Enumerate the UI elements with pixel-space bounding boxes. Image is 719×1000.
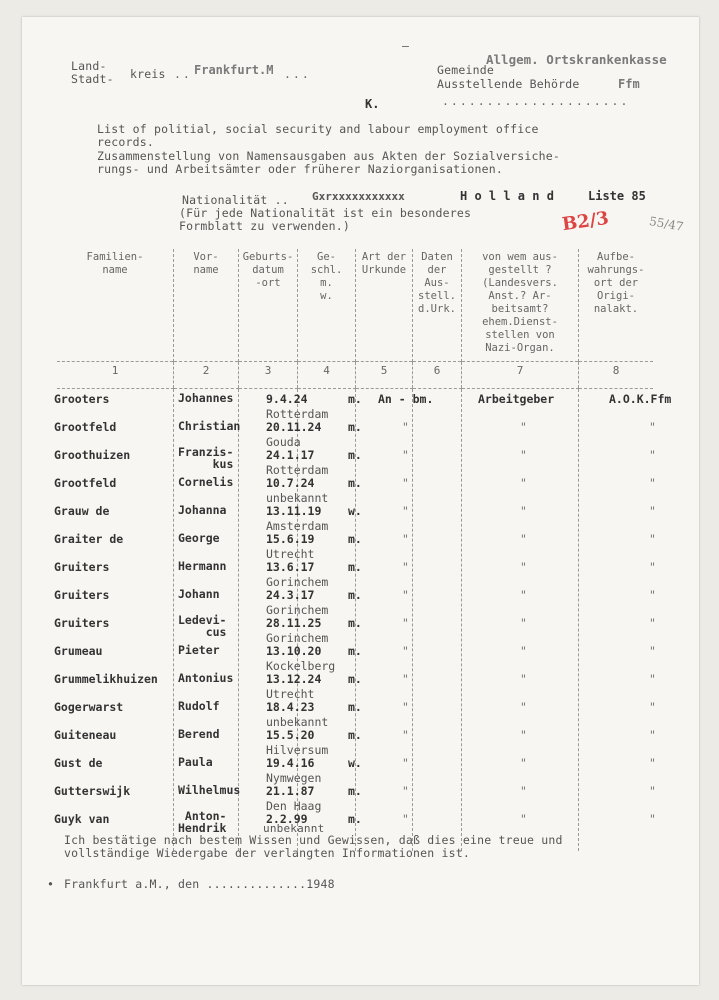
land-stadt-label: Land- Stadt- (71, 59, 114, 86)
kreis-dots-end: ... (284, 67, 311, 81)
document-type-cell: " (402, 560, 409, 574)
bullet-mark: • (47, 877, 55, 891)
storage-location-cell: " (649, 448, 656, 462)
document-type-cell: " (402, 700, 409, 714)
document-type-cell: " (402, 476, 409, 490)
issued-by-cell: " (520, 700, 527, 714)
document-type-cell: " (402, 784, 409, 798)
storage-location-cell: " (649, 616, 656, 630)
given-name-cell: Rudolf (178, 699, 220, 713)
family-name-cell: Graiter de (54, 532, 124, 546)
table-row (22, 715, 699, 756)
table-row (22, 547, 699, 588)
document-type-cell: " (402, 616, 409, 630)
header-geburtsdatum: Geburts- datum -ort (239, 249, 298, 362)
birth-place-cell: Den Haag (266, 799, 322, 813)
given-name-cell: Berend (178, 727, 220, 741)
birth-place-cell: Rotterdam (266, 407, 329, 421)
header-vorname: Vor- name (174, 249, 239, 362)
given-name-cell: Ledevi- cus (178, 613, 227, 639)
issued-by-cell: " (520, 644, 527, 658)
storage-location-cell: " (649, 756, 656, 770)
birth-date-cell: 24.3.17 (266, 588, 315, 602)
certification-statement: Ich bestätige nach bestem Wissen und Gewissen, daß dies eine treue und vollständige Wiedergabe der verlangten Informationen ist. (64, 833, 563, 860)
issued-by-cell: " (520, 448, 527, 462)
document-page (22, 17, 699, 985)
document-type-cell: " (402, 588, 409, 602)
birth-date-cell: 21.1.87 (266, 784, 315, 798)
family-name-cell: Gogerwarst (54, 700, 124, 714)
red-handwritten-mark: B2/3 (560, 207, 611, 236)
storage-location-cell: " (649, 560, 656, 574)
sex-cell: m. (348, 532, 362, 546)
family-name-cell: Guiteneau (54, 728, 117, 742)
family-name-cell: Gutterswijk (54, 784, 131, 798)
given-name-cell: Wilhelmus (178, 783, 241, 797)
given-name-cell: Antonius (178, 671, 234, 685)
k-letter: K. (365, 97, 380, 111)
storage-location-cell: A.O.K.Ffm (609, 392, 672, 406)
table-row (22, 519, 699, 560)
table-row (22, 631, 699, 672)
sex-cell: m. (348, 728, 362, 742)
birth-date-cell: 28.11.25 (266, 616, 322, 630)
storage-location-cell: " (649, 728, 656, 742)
storage-location-cell: " (649, 672, 656, 686)
given-name-cell: Anton- Hendrik (178, 809, 227, 835)
document-type-cell: " (402, 728, 409, 742)
birth-place-cell: Hilversum (266, 743, 329, 757)
table-row (22, 407, 699, 448)
family-name-cell: Grootfeld (54, 476, 117, 490)
given-name-cell: Johannes (178, 391, 234, 405)
document-type-cell: " (402, 644, 409, 658)
birth-place-cell: Gorinchem (266, 603, 329, 617)
family-name-cell: Grumeau (54, 644, 103, 658)
family-name-cell: Groothuizen (54, 448, 131, 462)
sex-cell: m. (348, 560, 362, 574)
storage-location-cell: " (649, 700, 656, 714)
storage-location-cell: " (649, 644, 656, 658)
document-type-cell: " (402, 448, 409, 462)
table-header-row (57, 249, 653, 362)
issued-by-cell: " (520, 560, 527, 574)
document-type-cell: " (402, 504, 409, 518)
document-type-cell: An - bm. (378, 392, 434, 406)
family-name-cell: Grootfeld (54, 420, 117, 434)
birth-date-cell: 20.11.24 (266, 420, 322, 434)
table-row (22, 771, 699, 812)
birth-place-cell: unbekannt (266, 491, 329, 505)
given-name-cell: Johann (178, 587, 220, 601)
family-name-cell: Gruiters (54, 588, 110, 602)
table-row (22, 463, 699, 504)
birth-date-cell: 2.2.99 (266, 812, 308, 826)
family-name-cell: Gust de (54, 756, 103, 770)
col-number: 1 (57, 362, 174, 389)
kreis-value: Frankfurt.M (194, 63, 274, 77)
kreis-label: kreis (130, 67, 166, 81)
sex-cell: m. (348, 476, 362, 490)
table-row (22, 435, 699, 476)
gemeinde-stamp: Allgem. Ortskrankenkasse (486, 52, 667, 67)
col-number: 3 (239, 362, 298, 389)
issued-by-cell: " (520, 812, 527, 826)
family-name-cell: Gruiters (54, 616, 110, 630)
family-name-cell: Grooters (54, 392, 110, 406)
given-name-cell: Pieter (178, 643, 220, 657)
given-name-cell: Johanna (178, 503, 227, 517)
header-geschlecht: Ge- schl. m. w. (298, 249, 356, 362)
liste-number: Liste 85 (588, 189, 646, 203)
birth-place-cell: unbekannt (266, 715, 329, 729)
sex-cell: m. (348, 616, 362, 630)
document-type-cell: " (402, 420, 409, 434)
birth-place-cell: Gorinchem (266, 631, 329, 645)
ausstellende-label: Ausstellende Behörde (437, 77, 580, 91)
document-type-cell: " (402, 756, 409, 770)
table-row (22, 491, 699, 532)
birth-date-cell: 9.4.24 (266, 392, 308, 406)
storage-location-cell: " (649, 504, 656, 518)
birth-place-cell: Rotterdam (266, 463, 329, 477)
table-row (22, 687, 699, 728)
issued-by-cell: " (520, 588, 527, 602)
sex-cell: m. (348, 700, 362, 714)
table-row (22, 392, 699, 420)
birth-place-cell: Utrecht (266, 687, 315, 701)
storage-location-cell: " (649, 812, 656, 826)
pencil-mark: 55/47 (648, 214, 685, 234)
birth-place-cell: Gorinchem (266, 575, 329, 589)
storage-location-cell: " (649, 420, 656, 434)
table-row (22, 743, 699, 784)
header-familienname: Familien- name (86, 251, 144, 276)
sex-cell: w. (348, 504, 362, 518)
birth-date-cell: 15.6.19 (266, 532, 315, 546)
sex-cell: w. (348, 756, 362, 770)
storage-location-cell: " (649, 588, 656, 602)
issued-by-cell: " (520, 784, 527, 798)
storage-location-cell: " (649, 532, 656, 546)
issued-by-cell: " (520, 532, 527, 546)
sex-cell: m. (348, 644, 362, 658)
gemeinde-label: Gemeinde (437, 63, 494, 77)
header-daten: Daten der Aus- stell. d.Urk. (413, 249, 462, 362)
sex-cell: m. (348, 448, 362, 462)
family-name-cell: Gruiters (54, 560, 110, 574)
family-name-cell: Grauw de (54, 504, 110, 518)
family-name-cell: Guyk van (54, 812, 110, 826)
nationality-label: Nationalität .. (182, 193, 289, 207)
col-number: 2 (174, 362, 239, 389)
given-name-cell: Hermann (178, 559, 227, 573)
dash-mark: – (402, 39, 410, 53)
header-aufbewahrungsort: Aufbe- wahrungs- ort der Origi- nalakt. (579, 249, 654, 362)
issued-by-cell: " (520, 616, 527, 630)
col-number: 5 (356, 362, 413, 389)
table-row (22, 659, 699, 700)
behorde-value: Ffm (618, 77, 640, 91)
table-row (22, 603, 699, 644)
given-name-cell: Franzis- kus (178, 445, 234, 471)
birth-date-cell: 24.1.17 (266, 448, 315, 462)
nationality-crossed: Gxrxxxxxxxxxxx (312, 190, 405, 203)
issued-by-cell: " (520, 504, 527, 518)
table-row (22, 575, 699, 616)
birth-date-cell: 13.10.20 (266, 644, 322, 658)
header-ausgestellt: von wem aus- gestellt ? (Landesvers. Anst.? Ar- beitsamt? ehem.Dienst- stellen von Nazi-Organ. (462, 249, 579, 362)
intro-german: Zusammenstellung von Namensausgaben aus Akten der Sozialversiche- rungs- und Arbeitsämter oder früherer Naziorganisationen. (97, 149, 561, 176)
sex-cell: m. (348, 672, 362, 686)
given-name-cell: George (178, 531, 220, 545)
birth-place-cell: Kockelberg (266, 659, 336, 673)
table-number-row (57, 362, 653, 389)
birth-date-cell: 19.4.16 (266, 756, 315, 770)
sex-cell: m. (348, 588, 362, 602)
document-type-cell: " (402, 672, 409, 686)
sex-cell: m. (348, 812, 362, 826)
sex-cell: m. (348, 420, 362, 434)
birth-date-cell: 13.6.17 (266, 560, 315, 574)
storage-location-cell: " (649, 784, 656, 798)
document-type-cell: " (402, 532, 409, 546)
given-name-cell: Paula (178, 755, 213, 769)
issued-by-cell: Arbeitgeber (478, 392, 555, 406)
col-number: 4 (298, 362, 356, 389)
issued-by-cell: " (520, 672, 527, 686)
last-row-place: unbekannt (263, 822, 325, 835)
kreis-dots: .. (174, 67, 192, 81)
intro-english: List of politial, social security and labour employment office records. (97, 122, 539, 149)
col-number: 8 (579, 362, 654, 389)
nationality-value: H o l l a n d (460, 189, 554, 203)
birth-place-cell: Amsterdam (266, 519, 329, 533)
issued-by-cell: " (520, 420, 527, 434)
behorde-dots: ..................... (442, 94, 630, 108)
birth-place-cell: Gouda (266, 435, 301, 449)
birth-date-cell: 15.5.20 (266, 728, 315, 742)
birth-date-cell: 13.11.19 (266, 504, 322, 518)
birth-place-cell: Nymwegen (266, 771, 322, 785)
header-art-der-urkunde: Art der Urkunde (356, 249, 413, 362)
given-name-cell: Christian (178, 419, 241, 433)
issued-by-cell: " (520, 728, 527, 742)
city-date-line: Frankfurt a.M., den ..............1948 (64, 877, 335, 891)
document-type-cell: " (402, 812, 409, 826)
col-number: 6 (413, 362, 462, 389)
storage-location-cell: " (649, 476, 656, 490)
birth-date-cell: 13.12.24 (266, 672, 322, 686)
given-name-cell: Cornelis (178, 475, 234, 489)
issued-by-cell: " (520, 756, 527, 770)
issued-by-cell: " (520, 476, 527, 490)
sex-cell: m. (348, 784, 362, 798)
birth-place-cell: Utrecht (266, 547, 315, 561)
birth-date-cell: 18.4.23 (266, 700, 315, 714)
nationality-note: (Für jede Nationalität ist ein besonderes Formblatt zu verwenden.) (179, 206, 472, 233)
family-name-cell: Grummelikhuizen (54, 672, 158, 686)
col-number: 7 (462, 362, 579, 389)
birth-date-cell: 10.7.24 (266, 476, 315, 490)
sex-cell: m. (348, 392, 362, 406)
